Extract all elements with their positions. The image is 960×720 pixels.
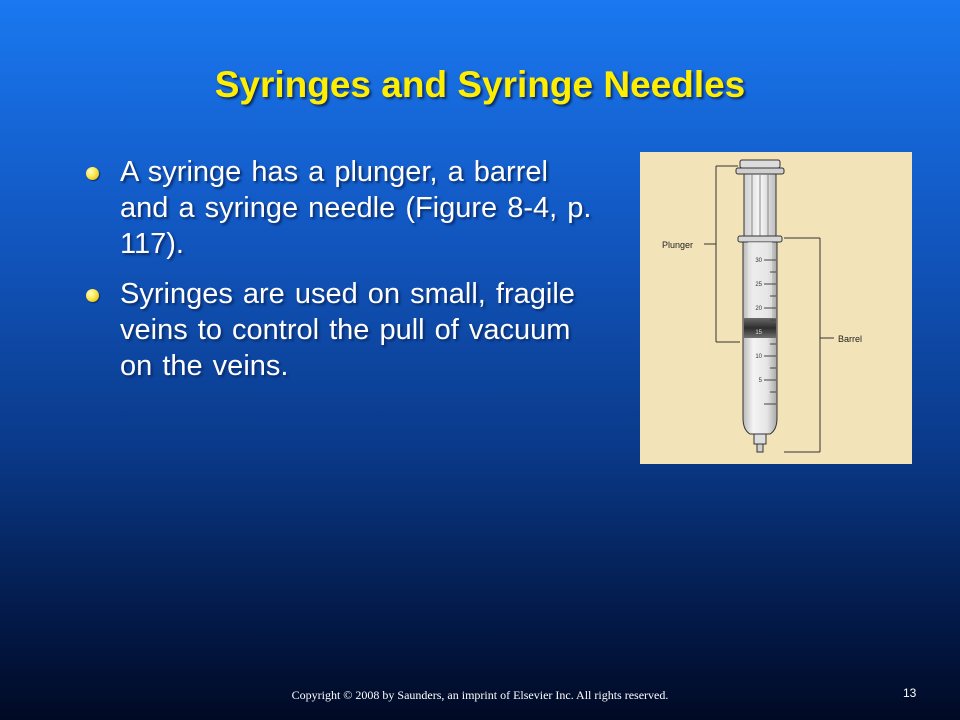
barrel-label: Barrel — [838, 334, 863, 344]
syringe-figure — [640, 152, 912, 464]
page-number: 13 — [903, 686, 917, 700]
scale-mark: 10 — [755, 354, 762, 360]
bullet-item — [80, 276, 600, 384]
bullet-item — [80, 154, 600, 262]
plunger-label: Plunger — [662, 240, 694, 250]
bullet-text: Syringes are used on small, fragile veins to control the pull of vacuum on the veins. — [120, 278, 575, 382]
scale-mark: 15 — [755, 330, 762, 336]
scale-mark: 20 — [755, 306, 762, 312]
scale-mark: 25 — [755, 282, 762, 288]
scale-mark: 30 — [755, 258, 762, 264]
bullet-list — [80, 154, 600, 398]
syringe-illustration — [640, 152, 912, 464]
bullet-marker-icon — [86, 289, 99, 302]
copyright-footer: Copyright © 2008 by Saunders, an imprint of Elsevier Inc. All rights reserved. — [291, 688, 669, 702]
scale-mark: 5 — [758, 378, 762, 384]
bullet-text: A syringe has a plunger, a barrel and a syringe needle (Figure 8-4, p. 117). — [120, 156, 592, 260]
slide-title: Syringes and Syringe Needles — [214, 64, 746, 105]
bullet-marker-icon — [86, 167, 99, 180]
